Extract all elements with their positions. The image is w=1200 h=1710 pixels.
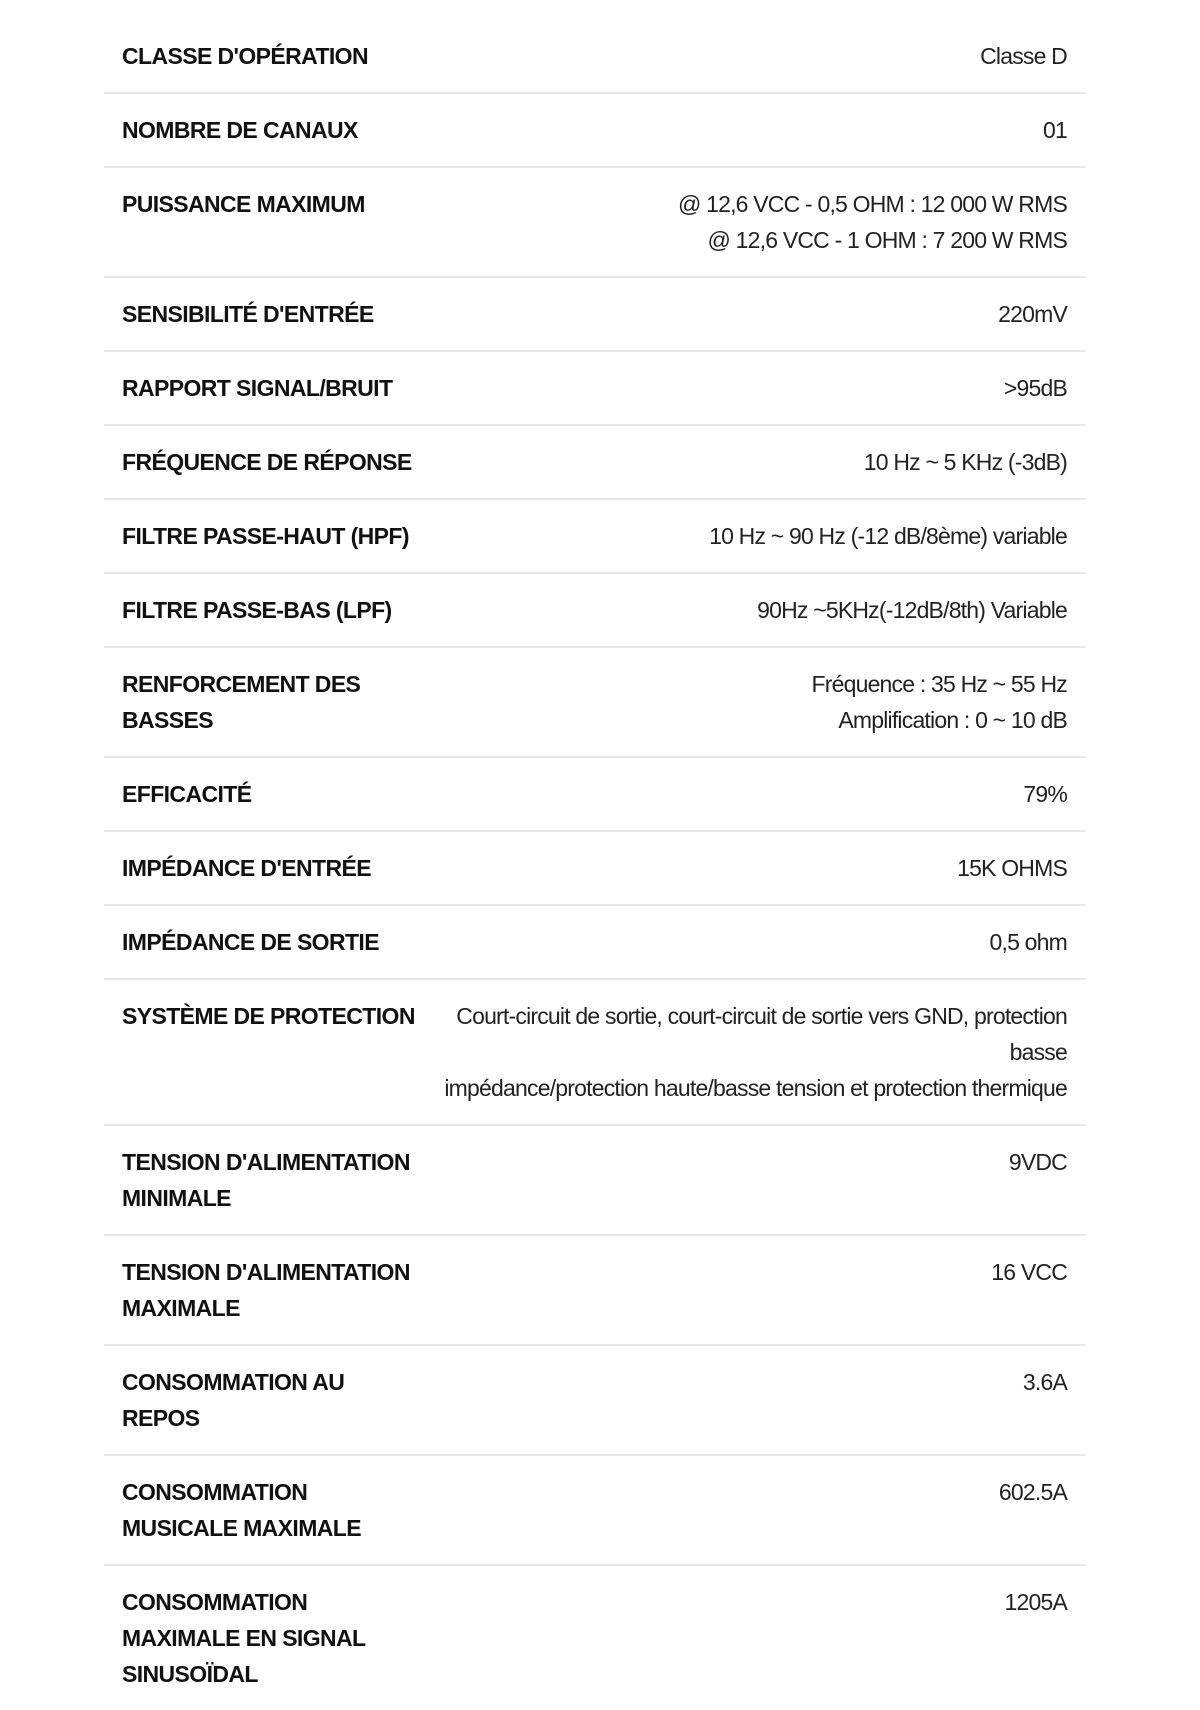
spec-label: CLASSE D'OPÉRATION <box>122 43 368 69</box>
spec-value <box>422 776 1067 812</box>
spec-label: SENSIBILITÉ D'ENTRÉE <box>122 301 374 327</box>
spec-label: CONSOMMATION MAXIMALE EN SIGNAL SINUSOÏDAL <box>122 1589 366 1687</box>
spec-value <box>422 1144 1067 1180</box>
spec-row <box>104 94 1085 168</box>
spec-value <box>422 444 1067 480</box>
spec-label: IMPÉDANCE DE SORTIE <box>122 929 379 955</box>
spec-label: CONSOMMATION AU REPOS <box>122 1369 345 1431</box>
spec-label: SYSTÈME DE PROTECTION <box>122 1003 415 1029</box>
spec-row <box>104 1566 1085 1710</box>
spec-value-line: 1205A <box>1004 1589 1067 1615</box>
spec-label: NOMBRE DE CANAUX <box>122 117 358 143</box>
spec-row <box>104 426 1085 500</box>
spec-label: TENSION D'ALIMENTATION MAXIMALE <box>122 1259 410 1321</box>
spec-value <box>422 1254 1067 1290</box>
spec-label: FILTRE PASSE-BAS (LPF) <box>122 597 392 623</box>
spec-value-line: 3.6A <box>1022 1369 1067 1395</box>
spec-value <box>422 518 1067 554</box>
spec-row <box>104 20 1085 94</box>
spec-value-line: @ 12,6 VCC - 1 OHM : 7 200 W RMS <box>707 227 1067 253</box>
spec-value <box>422 38 1067 74</box>
spec-row <box>104 1126 1085 1236</box>
spec-value <box>422 1474 1067 1510</box>
spec-row <box>104 574 1085 648</box>
spec-value <box>422 666 1067 738</box>
spec-label: IMPÉDANCE D'ENTRÉE <box>122 855 371 881</box>
spec-value <box>422 370 1067 406</box>
spec-value-line: 9VDC <box>1008 1149 1067 1175</box>
spec-row <box>104 500 1085 574</box>
spec-value-line: 90Hz ~5KHz(-12dB/8th) Variable <box>757 597 1067 623</box>
spec-value-line: 0,5 ohm <box>989 929 1067 955</box>
spec-value-line: Fréquence : 35 Hz ~ 55 Hz <box>811 671 1067 697</box>
spec-value-line: 602.5A <box>998 1479 1067 1505</box>
spec-row <box>104 980 1085 1126</box>
spec-value-line: >95dB <box>1003 375 1067 401</box>
spec-value-line: @ 12,6 VCC - 0,5 OHM : 12 000 W RMS <box>677 191 1067 217</box>
spec-value-line: impédance/protection haute/basse tension et protection thermique <box>444 1075 1067 1101</box>
spec-value <box>422 1584 1067 1620</box>
spec-value <box>422 186 1067 258</box>
spec-label: RAPPORT SIGNAL/BRUIT <box>122 375 393 401</box>
spec-value <box>422 592 1067 628</box>
spec-value-line: 15K OHMS <box>957 855 1067 881</box>
spec-value-line: Amplification : 0 ~ 10 dB <box>838 707 1067 733</box>
spec-value <box>422 924 1067 960</box>
spec-value-line: Classe D <box>980 43 1067 69</box>
spec-value-line: 220mV <box>998 301 1067 327</box>
spec-row <box>104 352 1085 426</box>
spec-row <box>104 1456 1085 1566</box>
spec-value-line: 16 VCC <box>991 1259 1067 1285</box>
spec-row <box>104 168 1085 278</box>
spec-table <box>104 20 1085 1710</box>
spec-value-line: 10 Hz ~ 90 Hz (-12 dB/8ème) variable <box>709 523 1067 549</box>
spec-label: EFFICACITÉ <box>122 781 252 807</box>
spec-value-line: Court-circuit de sortie, court-circuit de sortie vers GND, protection basse <box>456 1003 1067 1065</box>
spec-value <box>422 850 1067 886</box>
spec-row <box>104 832 1085 906</box>
spec-label: FILTRE PASSE-HAUT (HPF) <box>122 523 409 549</box>
spec-row <box>104 1236 1085 1346</box>
spec-value <box>422 296 1067 332</box>
spec-row <box>104 1346 1085 1456</box>
spec-label: FRÉQUENCE DE RÉPONSE <box>122 449 412 475</box>
spec-value <box>422 112 1067 148</box>
spec-row <box>104 278 1085 352</box>
spec-row <box>104 906 1085 980</box>
spec-value <box>422 998 1067 1106</box>
spec-value-line: 79% <box>1023 781 1067 807</box>
spec-row <box>104 648 1085 758</box>
spec-row <box>104 758 1085 832</box>
spec-label: PUISSANCE MAXIMUM <box>122 191 365 217</box>
spec-value-line: 01 <box>1043 117 1067 143</box>
spec-label: CONSOMMATION MUSICALE MAXIMALE <box>122 1479 361 1541</box>
spec-value-line: 10 Hz ~ 5 KHz (-3dB) <box>863 449 1067 475</box>
spec-value <box>422 1364 1067 1400</box>
spec-label: RENFORCEMENT DES BASSES <box>122 671 361 733</box>
spec-label: TENSION D'ALIMENTATION MINIMALE <box>122 1149 410 1211</box>
